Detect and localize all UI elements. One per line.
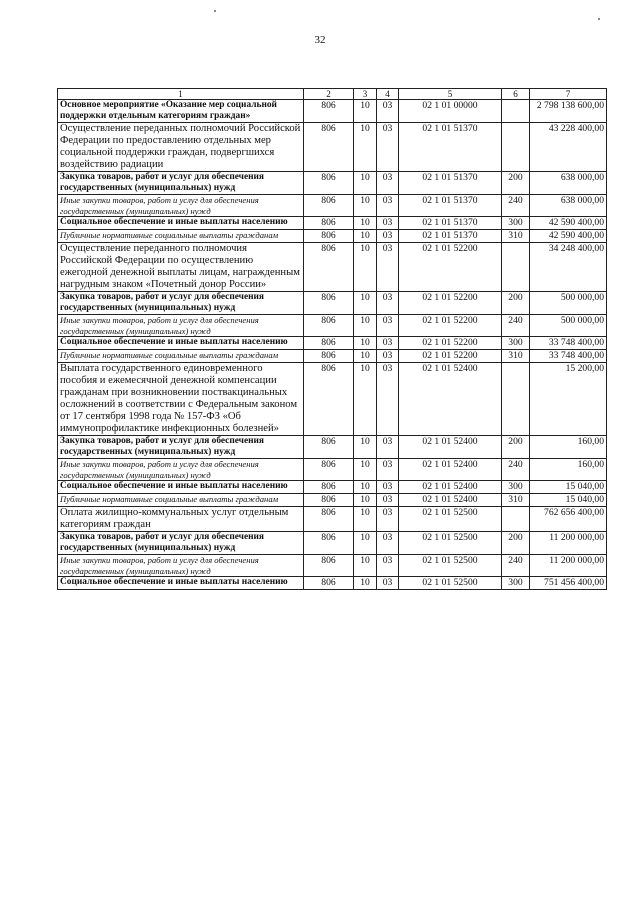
table-row	[58, 436, 607, 459]
expense-type-cell: 310	[502, 350, 530, 363]
table-row	[58, 172, 607, 195]
expense-type-cell: 300	[502, 481, 530, 494]
table-row	[58, 532, 607, 555]
target-article-cell: 02 1 01 51370	[399, 172, 502, 195]
section-cell: 10	[354, 172, 377, 195]
target-article-cell: 02 1 01 52400	[399, 363, 502, 436]
column-header-1: 1	[58, 89, 304, 100]
table-row	[58, 292, 607, 315]
subsection-cell: 03	[377, 436, 399, 459]
expense-type-cell: 240	[502, 195, 530, 217]
row-name-cell: Закупка товаров, работ и услуг для обеспечения государственных (муниципальных) нужд	[58, 532, 304, 555]
amount-cell: 11 200 000,00	[530, 532, 607, 555]
amount-cell: 2 798 138 600,00	[530, 100, 607, 123]
row-name-cell: Иные закупки товаров, работ и услуг для обеспечения государственных (муниципальных) нужд	[58, 195, 304, 217]
budget-table	[57, 88, 607, 590]
section-cell: 10	[354, 350, 377, 363]
target-article-cell: 02 1 01 00000	[399, 100, 502, 123]
subsection-cell: 03	[377, 292, 399, 315]
section-cell: 10	[354, 532, 377, 555]
expense-type-cell: 300	[502, 217, 530, 230]
expense-type-cell	[502, 123, 530, 172]
subsection-cell: 03	[377, 172, 399, 195]
subsection-cell: 03	[377, 577, 399, 590]
subsection-cell: 03	[377, 350, 399, 363]
amount-cell: 11 200 000,00	[530, 555, 607, 577]
section-cell: 10	[354, 494, 377, 507]
main-admin-code-cell: 806	[304, 350, 354, 363]
amount-cell: 500 000,00	[530, 292, 607, 315]
section-cell: 10	[354, 459, 377, 481]
amount-cell: 43 228 400,00	[530, 123, 607, 172]
main-admin-code-cell: 806	[304, 363, 354, 436]
column-header-4: 4	[377, 89, 399, 100]
subsection-cell: 03	[377, 555, 399, 577]
main-admin-code-cell: 806	[304, 243, 354, 292]
table-row	[58, 507, 607, 532]
amount-cell: 638 000,00	[530, 172, 607, 195]
subsection-cell: 03	[377, 532, 399, 555]
row-name-cell: Социальное обеспечение и иные выплаты населению	[58, 577, 304, 590]
subsection-cell: 03	[377, 481, 399, 494]
row-name-cell: Закупка товаров, работ и услуг для обеспечения государственных (муниципальных) нужд	[58, 292, 304, 315]
target-article-cell: 02 1 01 52200	[399, 350, 502, 363]
amount-cell: 42 590 400,00	[530, 217, 607, 230]
row-name-cell: Социальное обеспечение и иные выплаты населению	[58, 337, 304, 350]
main-admin-code-cell: 806	[304, 292, 354, 315]
section-cell: 10	[354, 292, 377, 315]
target-article-cell: 02 1 01 52400	[399, 494, 502, 507]
main-admin-code-cell: 806	[304, 123, 354, 172]
amount-cell: 762 656 400,00	[530, 507, 607, 532]
section-cell: 10	[354, 217, 377, 230]
row-name-cell: Осуществление переданного полномочия Российской Федерации по осуществлению ежегодной денежной выплаты лицам, награжденным нагрудным знаком «Почетный донор России»	[58, 243, 304, 292]
subsection-cell: 03	[377, 337, 399, 350]
main-admin-code-cell: 806	[304, 100, 354, 123]
amount-cell: 34 248 400,00	[530, 243, 607, 292]
table-row	[58, 337, 607, 350]
subsection-cell: 03	[377, 459, 399, 481]
column-header-3: 3	[354, 89, 377, 100]
main-admin-code-cell: 806	[304, 217, 354, 230]
target-article-cell: 02 1 01 51370	[399, 195, 502, 217]
target-article-cell: 02 1 01 52500	[399, 555, 502, 577]
amount-cell: 33 748 400,00	[530, 350, 607, 363]
subsection-cell: 03	[377, 217, 399, 230]
expense-type-cell	[502, 243, 530, 292]
target-article-cell: 02 1 01 52400	[399, 481, 502, 494]
section-cell: 10	[354, 577, 377, 590]
main-admin-code-cell: 806	[304, 481, 354, 494]
main-admin-code-cell: 806	[304, 315, 354, 337]
subsection-cell: 03	[377, 100, 399, 123]
expense-type-cell	[502, 363, 530, 436]
subsection-cell: 03	[377, 315, 399, 337]
table-row	[58, 230, 607, 243]
main-admin-code-cell: 806	[304, 532, 354, 555]
expense-type-cell: 200	[502, 436, 530, 459]
subsection-cell: 03	[377, 123, 399, 172]
table-row	[58, 195, 607, 217]
section-cell: 10	[354, 100, 377, 123]
table-row	[58, 100, 607, 123]
section-cell: 10	[354, 507, 377, 532]
row-name-cell: Иные закупки товаров, работ и услуг для обеспечения государственных (муниципальных) нужд	[58, 315, 304, 337]
section-cell: 10	[354, 123, 377, 172]
expense-type-cell: 300	[502, 577, 530, 590]
target-article-cell: 02 1 01 52500	[399, 577, 502, 590]
column-header-6: 6	[502, 89, 530, 100]
row-name-cell: Закупка товаров, работ и услуг для обеспечения государственных (муниципальных) нужд	[58, 172, 304, 195]
column-header-2: 2	[304, 89, 354, 100]
amount-cell: 638 000,00	[530, 195, 607, 217]
section-cell: 10	[354, 436, 377, 459]
section-cell: 10	[354, 195, 377, 217]
table-row	[58, 555, 607, 577]
subsection-cell: 03	[377, 243, 399, 292]
amount-cell: 160,00	[530, 459, 607, 481]
main-admin-code-cell: 806	[304, 230, 354, 243]
subsection-cell: 03	[377, 195, 399, 217]
section-cell: 10	[354, 243, 377, 292]
header-row	[58, 89, 607, 100]
table-row	[58, 315, 607, 337]
target-article-cell: 02 1 01 51370	[399, 217, 502, 230]
table-row	[58, 350, 607, 363]
expense-type-cell: 310	[502, 230, 530, 243]
expense-type-cell: 240	[502, 315, 530, 337]
main-admin-code-cell: 806	[304, 459, 354, 481]
row-name-cell: Иные закупки товаров, работ и услуг для обеспечения государственных (муниципальных) нужд	[58, 459, 304, 481]
table-row	[58, 243, 607, 292]
target-article-cell: 02 1 01 51370	[399, 230, 502, 243]
row-name-cell: Социальное обеспечение и иные выплаты населению	[58, 217, 304, 230]
row-name-cell: Публичные нормативные социальные выплаты гражданам	[58, 230, 304, 243]
expense-type-cell	[502, 507, 530, 532]
target-article-cell: 02 1 01 52200	[399, 315, 502, 337]
row-name-cell: Оплата жилищно-коммунальных услуг отдельным категориям граждан	[58, 507, 304, 532]
section-cell: 10	[354, 481, 377, 494]
row-name-cell: Закупка товаров, работ и услуг для обеспечения государственных (муниципальных) нужд	[58, 436, 304, 459]
row-name-cell: Публичные нормативные социальные выплаты гражданам	[58, 350, 304, 363]
row-name-cell: Осуществление переданных полномочий Российской Федерации по предоставлению отдельных мер социальной поддержки граждан, подвергшихся воздействию радиации	[58, 123, 304, 172]
column-header-5: 5	[399, 89, 502, 100]
expense-type-cell	[502, 100, 530, 123]
main-admin-code-cell: 806	[304, 494, 354, 507]
target-article-cell: 02 1 01 52400	[399, 459, 502, 481]
main-admin-code-cell: 806	[304, 195, 354, 217]
table-row	[58, 459, 607, 481]
row-name-cell: Социальное обеспечение и иные выплаты населению	[58, 481, 304, 494]
table-row	[58, 494, 607, 507]
row-name-cell: Основное мероприятие «Оказание мер социальной поддержки отдельным категориям граждан»	[58, 100, 304, 123]
expense-type-cell: 200	[502, 292, 530, 315]
table-row	[58, 123, 607, 172]
section-cell: 10	[354, 315, 377, 337]
table-row	[58, 577, 607, 590]
main-admin-code-cell: 806	[304, 337, 354, 350]
amount-cell: 33 748 400,00	[530, 337, 607, 350]
expense-type-cell: 240	[502, 555, 530, 577]
main-admin-code-cell: 806	[304, 436, 354, 459]
expense-type-cell: 200	[502, 172, 530, 195]
table-row	[58, 217, 607, 230]
target-article-cell: 02 1 01 52400	[399, 436, 502, 459]
amount-cell: 15 040,00	[530, 481, 607, 494]
row-name-cell: Выплата государственного единовременного пособия и ежемесячной денежной компенсации гражданам при возникновении поствакцинальных осложнений в соответствии с Федеральным законом от 17 сентября 1998 года № 157-ФЗ «Об иммунопрофилактике инфекционных болезней»	[58, 363, 304, 436]
subsection-cell: 03	[377, 507, 399, 532]
scan-speck	[598, 18, 600, 20]
expense-type-cell: 240	[502, 459, 530, 481]
table-row	[58, 481, 607, 494]
subsection-cell: 03	[377, 363, 399, 436]
row-name-cell: Иные закупки товаров, работ и услуг для обеспечения государственных (муниципальных) нужд	[58, 555, 304, 577]
main-admin-code-cell: 806	[304, 172, 354, 195]
main-admin-code-cell: 806	[304, 577, 354, 590]
amount-cell: 42 590 400,00	[530, 230, 607, 243]
expense-type-cell: 200	[502, 532, 530, 555]
target-article-cell: 02 1 01 52500	[399, 507, 502, 532]
section-cell: 10	[354, 555, 377, 577]
section-cell: 10	[354, 230, 377, 243]
target-article-cell: 02 1 01 52500	[399, 532, 502, 555]
section-cell: 10	[354, 363, 377, 436]
main-admin-code-cell: 806	[304, 555, 354, 577]
table-body	[58, 100, 607, 590]
table-row	[58, 363, 607, 436]
amount-cell: 500 000,00	[530, 315, 607, 337]
page-number: 32	[314, 34, 326, 46]
target-article-cell: 02 1 01 51370	[399, 123, 502, 172]
subsection-cell: 03	[377, 494, 399, 507]
expense-type-cell: 310	[502, 494, 530, 507]
amount-cell: 15 200,00	[530, 363, 607, 436]
column-header-7: 7	[530, 89, 607, 100]
target-article-cell: 02 1 01 52200	[399, 243, 502, 292]
amount-cell: 160,00	[530, 436, 607, 459]
section-cell: 10	[354, 337, 377, 350]
expense-type-cell: 300	[502, 337, 530, 350]
amount-cell: 15 040,00	[530, 494, 607, 507]
row-name-cell: Публичные нормативные социальные выплаты гражданам	[58, 494, 304, 507]
subsection-cell: 03	[377, 230, 399, 243]
target-article-cell: 02 1 01 52200	[399, 337, 502, 350]
scan-speck	[214, 10, 216, 12]
target-article-cell: 02 1 01 52200	[399, 292, 502, 315]
amount-cell: 751 456 400,00	[530, 577, 607, 590]
main-admin-code-cell: 806	[304, 507, 354, 532]
